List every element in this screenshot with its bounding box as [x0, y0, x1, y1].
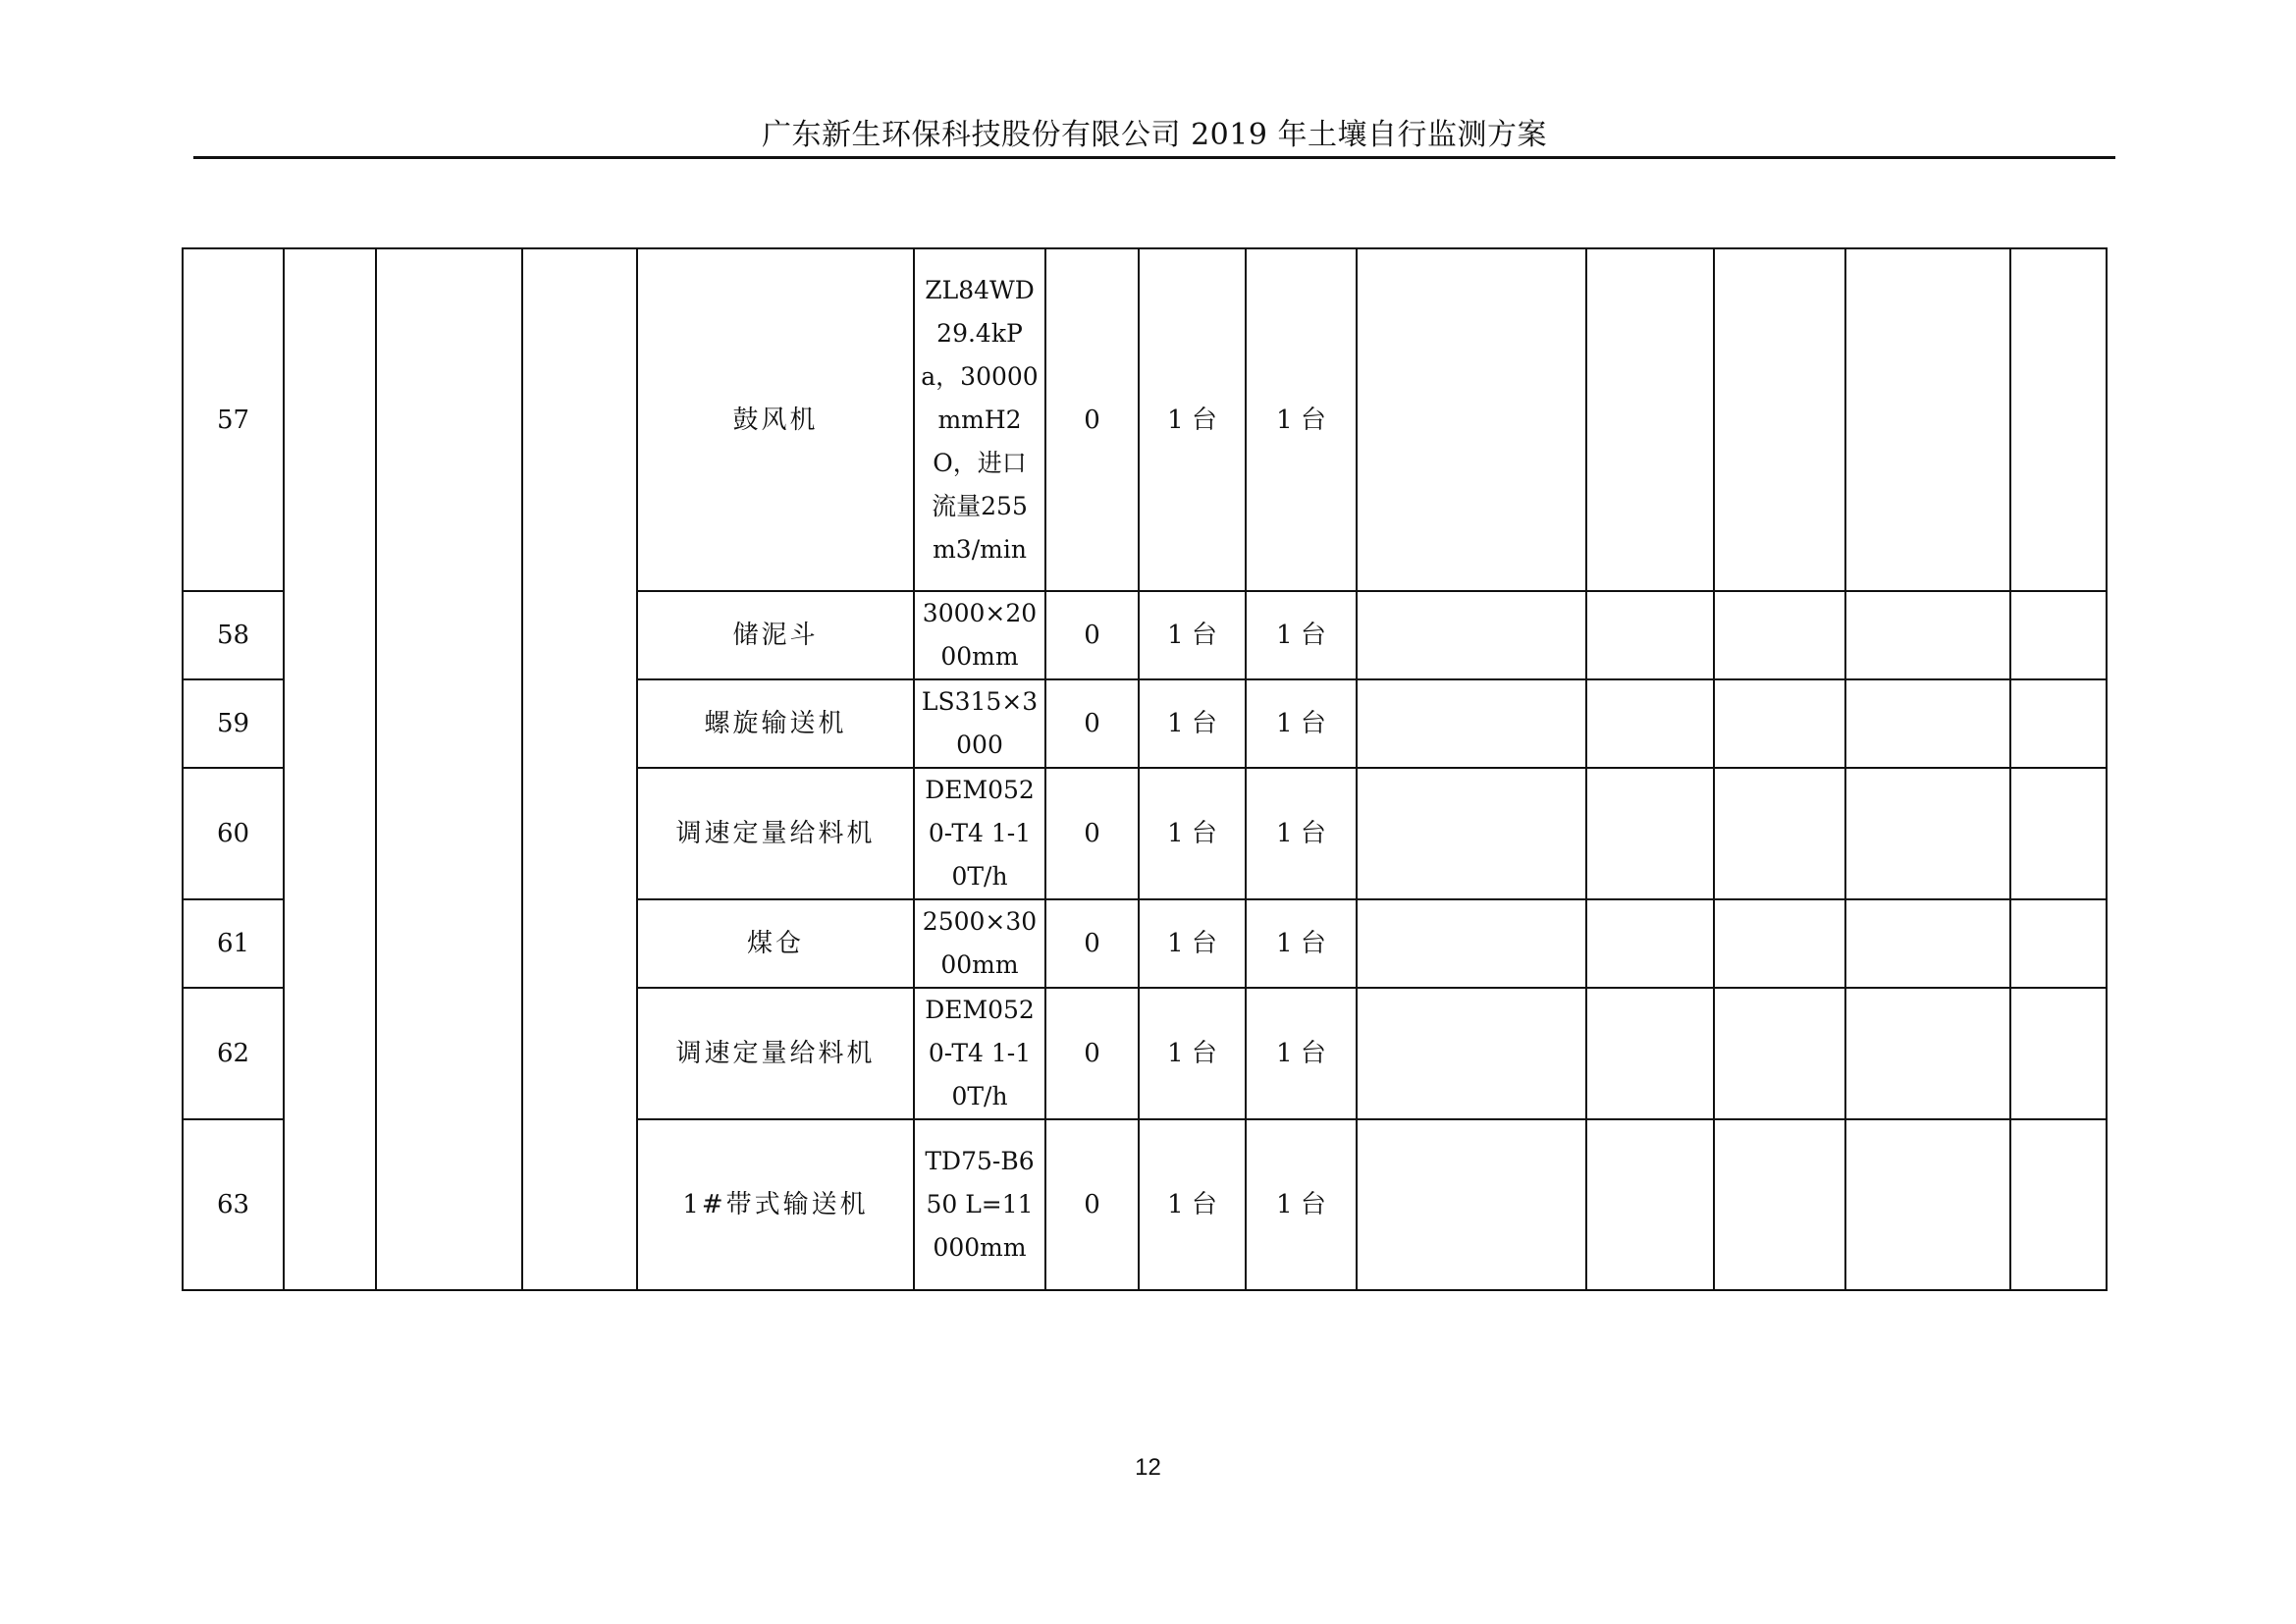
empty-cell — [1586, 1119, 1714, 1290]
quantity-cell: 1 台 — [1246, 679, 1357, 768]
empty-cell — [1357, 988, 1586, 1119]
equipment-name-cell: 螺旋输送机 — [637, 679, 914, 768]
empty-cell — [1586, 591, 1714, 679]
quantity-cell: 1 台 — [1139, 679, 1246, 768]
empty-cell — [1714, 988, 1845, 1119]
row-number-cell: 60 — [183, 768, 284, 899]
count-cell: 0 — [1045, 248, 1139, 591]
empty-cell — [1845, 768, 2010, 899]
equipment-spec-cell: ZL84WD 29.4kPa，30000mmH2O，进口流量255m3/min — [914, 248, 1045, 591]
empty-cell — [2010, 679, 2107, 768]
quantity-cell: 1 台 — [1246, 899, 1357, 988]
count-cell: 0 — [1045, 899, 1139, 988]
equipment-name-cell: 煤仓 — [637, 899, 914, 988]
quantity-cell: 1 台 — [1246, 591, 1357, 679]
empty-cell — [1586, 899, 1714, 988]
empty-cell — [1714, 899, 1845, 988]
empty-cell — [1845, 591, 2010, 679]
equipment-spec-cell: DEM0520-T4 1-10T/h — [914, 768, 1045, 899]
equipment-name-cell: 1#带式输送机 — [637, 1119, 914, 1290]
equipment-spec-cell: TD75-B650 L=11000mm — [914, 1119, 1045, 1290]
empty-cell — [2010, 988, 2107, 1119]
equipment-spec-cell: 2500×3000mm — [914, 899, 1045, 988]
empty-cell — [1845, 248, 2010, 591]
row-number-cell: 59 — [183, 679, 284, 768]
count-cell: 0 — [1045, 988, 1139, 1119]
equipment-name-cell: 调速定量给料机 — [637, 768, 914, 899]
empty-cell — [1714, 768, 1845, 899]
count-cell: 0 — [1045, 679, 1139, 768]
quantity-cell: 1 台 — [1139, 988, 1246, 1119]
empty-cell — [1714, 248, 1845, 591]
row-number-cell: 57 — [183, 248, 284, 591]
quantity-cell: 1 台 — [1246, 248, 1357, 591]
merged-empty-cell — [522, 248, 637, 1290]
quantity-cell: 1 台 — [1246, 988, 1357, 1119]
quantity-cell: 1 台 — [1139, 768, 1246, 899]
count-cell: 0 — [1045, 768, 1139, 899]
page-number: 12 — [1135, 1454, 1161, 1481]
empty-cell — [1586, 768, 1714, 899]
count-cell: 0 — [1045, 1119, 1139, 1290]
row-number-cell: 58 — [183, 591, 284, 679]
empty-cell — [2010, 768, 2107, 899]
empty-cell — [1586, 248, 1714, 591]
count-cell: 0 — [1045, 591, 1139, 679]
equipment-name-cell: 储泥斗 — [637, 591, 914, 679]
row-number-cell: 63 — [183, 1119, 284, 1290]
quantity-cell: 1 台 — [1139, 591, 1246, 679]
empty-cell — [1357, 591, 1586, 679]
quantity-cell: 1 台 — [1139, 899, 1246, 988]
empty-cell — [1357, 1119, 1586, 1290]
header-rule — [193, 156, 2115, 159]
merged-empty-cell — [284, 248, 376, 1290]
empty-cell — [2010, 591, 2107, 679]
empty-cell — [1845, 988, 2010, 1119]
quantity-cell: 1 台 — [1139, 1119, 1246, 1290]
empty-cell — [1357, 899, 1586, 988]
empty-cell — [2010, 1119, 2107, 1290]
empty-cell — [1357, 768, 1586, 899]
equipment-spec-cell: DEM0520-T4 1-10T/h — [914, 988, 1045, 1119]
quantity-cell: 1 台 — [1139, 248, 1246, 591]
table-row — [183, 248, 2107, 591]
row-number-cell: 62 — [183, 988, 284, 1119]
empty-cell — [2010, 899, 2107, 988]
empty-cell — [1714, 591, 1845, 679]
equipment-name-cell: 鼓风机 — [637, 248, 914, 591]
page-header-title: 广东新生环保科技股份有限公司 2019 年土壤自行监测方案 — [762, 118, 1547, 152]
empty-cell — [1586, 679, 1714, 768]
empty-cell — [1586, 988, 1714, 1119]
equipment-spec-cell: 3000×2000mm — [914, 591, 1045, 679]
empty-cell — [1845, 1119, 2010, 1290]
equipment-table — [182, 247, 2108, 1291]
empty-cell — [1714, 679, 1845, 768]
row-number-cell: 61 — [183, 899, 284, 988]
empty-cell — [1714, 1119, 1845, 1290]
empty-cell — [1357, 248, 1586, 591]
empty-cell — [1845, 899, 2010, 988]
equipment-spec-cell: LS315×3000 — [914, 679, 1045, 768]
equipment-name-cell: 调速定量给料机 — [637, 988, 914, 1119]
empty-cell — [2010, 248, 2107, 591]
merged-empty-cell — [376, 248, 522, 1290]
empty-cell — [1357, 679, 1586, 768]
quantity-cell: 1 台 — [1246, 1119, 1357, 1290]
empty-cell — [1845, 679, 2010, 768]
quantity-cell: 1 台 — [1246, 768, 1357, 899]
